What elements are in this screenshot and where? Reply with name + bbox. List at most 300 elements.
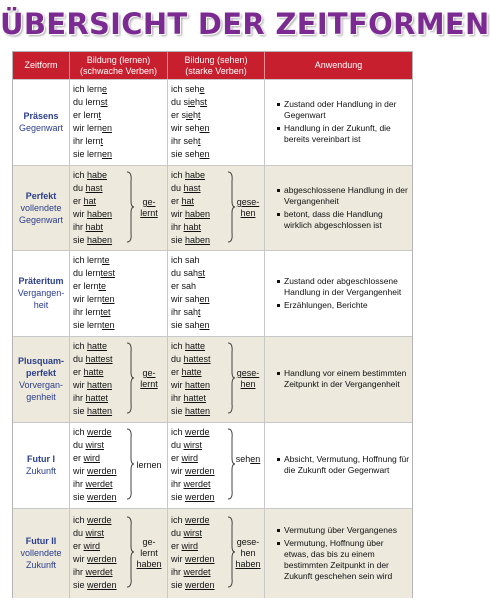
conjugation-part: hatte bbox=[185, 341, 206, 351]
tense-description: vollendete bbox=[20, 548, 62, 558]
conjugation-part: ich bbox=[171, 170, 186, 180]
conjugation-part: hat bbox=[83, 196, 97, 206]
conjugation-line bbox=[73, 405, 113, 418]
conjugation-part: werde bbox=[185, 427, 210, 437]
conjugation-part: e bbox=[102, 84, 108, 94]
participle-part: lernt bbox=[140, 208, 158, 218]
conjugation-part: wir bbox=[73, 554, 87, 564]
participle-line bbox=[233, 537, 263, 548]
conjugation-line bbox=[73, 221, 112, 234]
conjugation-part: st bbox=[198, 268, 206, 278]
conjugation-part: er bbox=[171, 196, 182, 206]
conjugation-line bbox=[171, 553, 215, 566]
tense-description: Zukunft bbox=[25, 466, 56, 476]
conjugation-line bbox=[171, 169, 210, 182]
conjugation-part: werdet bbox=[183, 567, 211, 577]
conjugation-part: hast bbox=[85, 183, 103, 193]
conjugation-part: en bbox=[102, 123, 113, 133]
conjugation-part: ihr lern bbox=[73, 307, 101, 317]
conjugation-line bbox=[171, 182, 210, 195]
conjugation-part: du bbox=[73, 528, 86, 538]
tense-description: Vorvergan- bbox=[18, 380, 64, 390]
conjugation-line bbox=[73, 540, 117, 553]
conjugation-part: st bbox=[200, 97, 208, 107]
tense-table bbox=[12, 51, 413, 598]
conjugation-part: wir lern bbox=[73, 123, 103, 133]
application-item: Zustand oder Handlung in der Gegenwart bbox=[276, 99, 410, 121]
conjugation-part: werden bbox=[185, 580, 215, 590]
conjugation-line bbox=[171, 135, 210, 148]
conjugation-line bbox=[73, 254, 115, 267]
conjugation-part: hatten bbox=[185, 406, 211, 416]
participle-line bbox=[133, 460, 165, 471]
application-list bbox=[276, 508, 410, 598]
conjugation-part: habe bbox=[185, 170, 206, 180]
conjugation-part: sie sah bbox=[171, 320, 200, 330]
conjugation-line bbox=[171, 491, 215, 504]
conjugation-part: ich bbox=[73, 170, 88, 180]
participle-part: ge- bbox=[142, 537, 156, 547]
application-item: Zustand oder abgeschlossene Handlung in der Vergangenheit bbox=[276, 276, 410, 298]
participle-part: gese- bbox=[236, 197, 260, 207]
conjugation-part: hatten bbox=[87, 406, 113, 416]
conjugation-part: wir bbox=[171, 466, 185, 476]
conjugation-part: wir bbox=[171, 554, 185, 564]
conjugation-part: sie lern bbox=[73, 149, 103, 159]
application-item: Erzählungen, Berichte bbox=[276, 300, 410, 311]
conjugation-part: er bbox=[73, 453, 84, 463]
conjugation-part: ich bbox=[171, 515, 186, 525]
conjugation-part: hattet bbox=[183, 393, 207, 403]
conjugation-part: haben bbox=[87, 235, 113, 245]
participle-line bbox=[233, 454, 263, 465]
conjugation-part: hatte bbox=[181, 367, 202, 377]
conjugation-part: werden bbox=[87, 554, 117, 564]
header-anwendung-label: Anwendung bbox=[314, 60, 363, 70]
conjugation-part: ich bbox=[171, 341, 186, 351]
conjugation-part: ihr bbox=[171, 479, 184, 489]
conjugation-part: werden bbox=[87, 466, 117, 476]
participle-part: ge- bbox=[142, 197, 156, 207]
conjugation-part: du bbox=[171, 183, 184, 193]
conjugation-line bbox=[171, 340, 211, 353]
conjugation-part: werdet bbox=[183, 479, 211, 489]
header-bildung-weak-line2: (schwache Verben) bbox=[79, 65, 158, 76]
application-item: Absicht, Vermutung, Hoffnung für die Zukunft oder Gegenwart bbox=[276, 454, 410, 476]
conjugation-part: du bbox=[171, 440, 184, 450]
conjugation-part: ich bbox=[73, 427, 88, 437]
conjugation-part: hattest bbox=[85, 354, 113, 364]
conjugation-line bbox=[171, 527, 215, 540]
conjugation-line bbox=[73, 379, 113, 392]
conjugation-part: du sah bbox=[171, 268, 199, 278]
header-bildung-strong-line1: Bildung (sehen) bbox=[184, 54, 248, 65]
conjugation-line bbox=[171, 195, 210, 208]
weak-conjugation bbox=[73, 340, 113, 418]
tense-name-cell bbox=[13, 336, 69, 422]
conjugation-line bbox=[171, 83, 210, 96]
tense-description: heit bbox=[33, 300, 49, 310]
conjugation-part: ihr bbox=[171, 567, 184, 577]
participle-line bbox=[133, 379, 165, 390]
conjugation-part: ihr bbox=[73, 393, 86, 403]
conjugation-line bbox=[171, 254, 210, 267]
table-row bbox=[13, 79, 412, 165]
table-row bbox=[13, 165, 412, 250]
conjugation-part: du bbox=[171, 528, 184, 538]
conjugation-part: er bbox=[171, 541, 182, 551]
conjugation-part: ihr bbox=[73, 479, 86, 489]
conjugation-part: er s bbox=[171, 110, 187, 120]
conjugation-part: ich lern bbox=[73, 255, 103, 265]
participle-part: ge- bbox=[142, 368, 156, 378]
column-divider bbox=[264, 79, 265, 598]
conjugation-part: wir bbox=[171, 380, 185, 390]
tense-name: Futur II bbox=[25, 536, 57, 546]
participle-part: gese- bbox=[236, 368, 260, 378]
conjugation-line bbox=[73, 148, 112, 161]
header-bildung-weak bbox=[70, 52, 167, 79]
weak-conjugation bbox=[73, 83, 112, 161]
conjugation-line bbox=[73, 491, 117, 504]
conjugation-line bbox=[73, 340, 113, 353]
participle-line bbox=[233, 208, 263, 219]
conjugation-line bbox=[73, 579, 117, 592]
weak-conjugation bbox=[73, 426, 117, 504]
conjugation-part: sie bbox=[171, 580, 186, 590]
conjugation-part: werde bbox=[87, 515, 112, 525]
conjugation-line bbox=[73, 527, 117, 540]
application-item: Handlung in der Zukunft, die bereits vereinbart ist bbox=[276, 123, 410, 145]
strong-conjugation bbox=[171, 514, 215, 592]
conjugation-part: habt bbox=[183, 222, 202, 232]
conjugation-part: hattet bbox=[85, 393, 109, 403]
column-divider bbox=[167, 79, 168, 598]
conjugation-part: ich bbox=[73, 341, 88, 351]
conjugation-line bbox=[73, 478, 117, 491]
conjugation-line bbox=[171, 221, 210, 234]
tense-name-cont: perfekt bbox=[25, 368, 56, 378]
conjugation-part: er bbox=[171, 453, 182, 463]
conjugation-part: en bbox=[199, 294, 210, 304]
header-bildung-strong bbox=[168, 52, 264, 79]
participle-part: hen bbox=[240, 208, 256, 218]
row-divider bbox=[13, 250, 412, 251]
participle-line bbox=[133, 208, 165, 219]
conjugation-part: werden bbox=[87, 580, 117, 590]
strong-conjugation bbox=[171, 254, 210, 332]
tense-description: Gegenwart bbox=[18, 123, 64, 133]
conjugation-part: habe bbox=[87, 170, 108, 180]
conjugation-part: sie bbox=[171, 235, 186, 245]
tense-name: Präsens bbox=[23, 111, 59, 121]
conjugation-part: ich sah bbox=[171, 255, 200, 265]
conjugation-line bbox=[73, 195, 112, 208]
conjugation-line bbox=[171, 405, 211, 418]
application-item: abgeschlossene Handlung in der Vergangenheit bbox=[276, 185, 410, 207]
conjugation-part: haben bbox=[185, 209, 211, 219]
weak-conjugation bbox=[73, 169, 112, 247]
conjugation-part: en bbox=[199, 123, 210, 133]
conjugation-line bbox=[171, 234, 210, 247]
tense-description: Vergangen- bbox=[17, 288, 65, 298]
conjugation-part: t bbox=[198, 110, 201, 120]
application-list bbox=[276, 336, 410, 422]
conjugation-part: ich bbox=[171, 427, 186, 437]
participle bbox=[233, 537, 263, 570]
participle-part: hen bbox=[240, 548, 256, 558]
participle-part: en bbox=[250, 454, 261, 464]
conjugation-part: sie seh bbox=[171, 149, 200, 159]
conjugation-part: te bbox=[98, 281, 107, 291]
conjugation-part: er bbox=[73, 541, 84, 551]
brace-icon bbox=[227, 428, 235, 502]
participle-line bbox=[133, 368, 165, 379]
conjugation-line bbox=[73, 208, 112, 221]
row-divider bbox=[13, 79, 412, 80]
tense-name-cell bbox=[13, 250, 69, 336]
participle bbox=[233, 197, 263, 219]
conjugation-part: wirst bbox=[183, 440, 203, 450]
conjugation-part: h bbox=[193, 110, 199, 120]
conjugation-part: haben bbox=[185, 235, 211, 245]
conjugation-line bbox=[73, 280, 115, 293]
conjugation-part: t bbox=[98, 110, 102, 120]
weak-conjugation bbox=[73, 254, 115, 332]
conjugation-part: er bbox=[171, 367, 182, 377]
conjugation-line bbox=[73, 426, 117, 439]
conjugation-line bbox=[73, 566, 117, 579]
conjugation-line bbox=[73, 439, 117, 452]
conjugation-part: wir bbox=[73, 466, 87, 476]
participle bbox=[133, 368, 165, 390]
conjugation-part: er bbox=[73, 367, 84, 377]
conjugation-line bbox=[73, 465, 117, 478]
conjugation-part: hatten bbox=[87, 380, 113, 390]
row-divider bbox=[13, 336, 412, 337]
conjugation-part: wir bbox=[73, 209, 87, 219]
conjugation-part: ten bbox=[102, 294, 115, 304]
conjugation-line bbox=[73, 353, 113, 366]
conjugation-part: hat bbox=[181, 196, 195, 206]
conjugation-line bbox=[171, 293, 210, 306]
application-list bbox=[276, 422, 410, 508]
conjugation-part: werden bbox=[185, 466, 215, 476]
conjugation-part: test bbox=[100, 268, 116, 278]
conjugation-line bbox=[73, 293, 115, 306]
table-header bbox=[13, 52, 412, 79]
participle-part: haben bbox=[136, 559, 162, 569]
conjugation-part: haben bbox=[87, 209, 113, 219]
participle-part: seh bbox=[235, 454, 251, 464]
participle-part: lernt bbox=[140, 548, 158, 558]
column-divider bbox=[69, 79, 70, 598]
application-item: Handlung vor einem bestimmten Zeitpunkt in der Vergangenheit bbox=[276, 368, 410, 390]
conjugation-part: sie bbox=[171, 406, 186, 416]
tense-name-cell bbox=[13, 79, 69, 165]
participle-line bbox=[233, 368, 263, 379]
conjugation-part: sie bbox=[73, 235, 88, 245]
conjugation-part: wirst bbox=[85, 440, 105, 450]
conjugation-part: en bbox=[199, 149, 210, 159]
table-row bbox=[13, 508, 412, 598]
conjugation-part: ich seh bbox=[171, 84, 200, 94]
conjugation-line bbox=[73, 182, 112, 195]
conjugation-line bbox=[171, 426, 215, 439]
conjugation-line bbox=[73, 306, 115, 319]
conjugation-line bbox=[171, 319, 210, 332]
conjugation-line bbox=[171, 379, 211, 392]
conjugation-line bbox=[171, 109, 210, 122]
conjugation-part: habt bbox=[85, 222, 104, 232]
conjugation-part: du lern bbox=[73, 268, 101, 278]
header-bildung-weak-line1: Bildung (lernen) bbox=[86, 54, 151, 65]
conjugation-line bbox=[171, 353, 211, 366]
tense-description: vollendete bbox=[20, 202, 62, 213]
conjugation-part: hast bbox=[183, 183, 201, 193]
conjugation-part: st bbox=[100, 97, 108, 107]
conjugation-part: h bbox=[195, 97, 201, 107]
participle bbox=[133, 537, 165, 570]
conjugation-part: hatten bbox=[185, 380, 211, 390]
application-list bbox=[276, 79, 410, 165]
conjugation-part: werdet bbox=[85, 479, 113, 489]
conjugation-part: werde bbox=[185, 515, 210, 525]
participle-part: hen bbox=[240, 379, 256, 389]
conjugation-line bbox=[73, 96, 112, 109]
strong-conjugation bbox=[171, 340, 211, 418]
participle-line bbox=[133, 537, 165, 548]
tense-name: Perfekt bbox=[25, 190, 57, 201]
conjugation-part: ie bbox=[186, 110, 194, 120]
conjugation-line bbox=[171, 148, 210, 161]
conjugation-line bbox=[171, 452, 215, 465]
conjugation-line bbox=[171, 392, 211, 405]
conjugation-part: t bbox=[100, 136, 104, 146]
participle bbox=[233, 454, 263, 465]
conjugation-line bbox=[73, 169, 112, 182]
row-divider bbox=[13, 422, 412, 423]
participle bbox=[133, 460, 165, 471]
header-zeitform-label: Zeitform bbox=[24, 60, 58, 70]
conjugation-part: wird bbox=[83, 453, 101, 463]
conjugation-part: du bbox=[73, 440, 86, 450]
conjugation-part: werden bbox=[185, 554, 215, 564]
conjugation-part: du bbox=[171, 354, 184, 364]
strong-conjugation bbox=[171, 83, 210, 161]
participle-line bbox=[233, 559, 263, 570]
conjugation-part: ich lern bbox=[73, 84, 103, 94]
participle-part: lernt bbox=[140, 379, 158, 389]
table-row bbox=[13, 336, 412, 422]
application-item: Vermutung, Hoffnung über etwas, das bis zu einem bestimmten Zeitpunkt in der Zukunft geschehen sein wird bbox=[276, 538, 410, 582]
tense-description: genheit bbox=[26, 392, 56, 402]
tense-description: Gegenwart bbox=[18, 214, 64, 225]
conjugation-line bbox=[171, 566, 215, 579]
conjugation-line bbox=[171, 579, 215, 592]
application-list bbox=[276, 250, 410, 336]
conjugation-part: tet bbox=[100, 307, 111, 317]
conjugation-part: sie bbox=[73, 406, 88, 416]
conjugation-part: wird bbox=[181, 541, 199, 551]
conjugation-line bbox=[171, 96, 210, 109]
strong-conjugation bbox=[171, 426, 215, 504]
conjugation-part: du bbox=[73, 183, 86, 193]
conjugation-part: wird bbox=[181, 453, 199, 463]
conjugation-part: wir bbox=[73, 380, 87, 390]
page-title: ÜBERSICHT DER ZEITFORMEN bbox=[0, 7, 490, 41]
conjugation-line bbox=[73, 452, 117, 465]
participle bbox=[133, 197, 165, 219]
conjugation-line bbox=[171, 439, 215, 452]
conjugation-line bbox=[73, 267, 115, 280]
conjugation-part: ihr bbox=[171, 222, 184, 232]
conjugation-part: sie bbox=[171, 492, 186, 502]
conjugation-part: wirst bbox=[85, 528, 105, 538]
strong-conjugation bbox=[171, 169, 210, 247]
conjugation-line bbox=[73, 392, 113, 405]
conjugation-line bbox=[73, 366, 113, 379]
conjugation-part: ihr lern bbox=[73, 136, 101, 146]
header-anwendung bbox=[265, 52, 412, 79]
header-zeitform bbox=[13, 52, 69, 79]
conjugation-part: wir seh bbox=[171, 123, 200, 133]
conjugation-part: wir lern bbox=[73, 294, 103, 304]
participle-part: haben bbox=[235, 559, 261, 569]
conjugation-part: du bbox=[73, 354, 86, 364]
conjugation-part: er bbox=[73, 196, 84, 206]
conjugation-part: werdet bbox=[85, 567, 113, 577]
participle-line bbox=[233, 197, 263, 208]
conjugation-line bbox=[73, 135, 112, 148]
conjugation-part: ihr bbox=[73, 567, 86, 577]
conjugation-line bbox=[171, 366, 211, 379]
participle-line bbox=[133, 559, 165, 570]
conjugation-part: t bbox=[198, 307, 201, 317]
conjugation-line bbox=[171, 208, 210, 221]
application-item: Vermutung über Vergangenes bbox=[276, 525, 410, 536]
participle-line bbox=[233, 548, 263, 559]
conjugation-line bbox=[73, 514, 117, 527]
row-divider bbox=[13, 508, 412, 509]
conjugation-part: ich bbox=[73, 515, 88, 525]
conjugation-part: ihr bbox=[73, 222, 86, 232]
conjugation-part: hatte bbox=[87, 341, 108, 351]
conjugation-part: du s bbox=[171, 97, 189, 107]
participle-part: lernen bbox=[136, 460, 162, 470]
conjugation-line bbox=[171, 514, 215, 527]
conjugation-line bbox=[171, 465, 215, 478]
tense-description: Zukunft bbox=[25, 560, 56, 570]
conjugation-part: ihr bbox=[171, 393, 184, 403]
conjugation-part: ihr sah bbox=[171, 307, 199, 317]
conjugation-part: t bbox=[198, 136, 201, 146]
conjugation-part: er sah bbox=[171, 281, 197, 291]
conjugation-line bbox=[73, 319, 115, 332]
conjugation-line bbox=[171, 306, 210, 319]
conjugation-line bbox=[73, 109, 112, 122]
participle-part: gese- bbox=[236, 537, 260, 547]
tense-name: Futur I bbox=[27, 454, 55, 464]
participle-line bbox=[233, 379, 263, 390]
tense-name-cell bbox=[13, 165, 69, 250]
application-item: betont, dass die Handlung wirklich abgeschlossen ist bbox=[276, 209, 410, 231]
conjugation-line bbox=[171, 478, 215, 491]
header-bildung-strong-line2: (starke Verben) bbox=[185, 65, 247, 76]
conjugation-part: te bbox=[102, 255, 110, 265]
conjugation-part: sie lern bbox=[73, 320, 103, 330]
conjugation-part: er lern bbox=[73, 110, 99, 120]
